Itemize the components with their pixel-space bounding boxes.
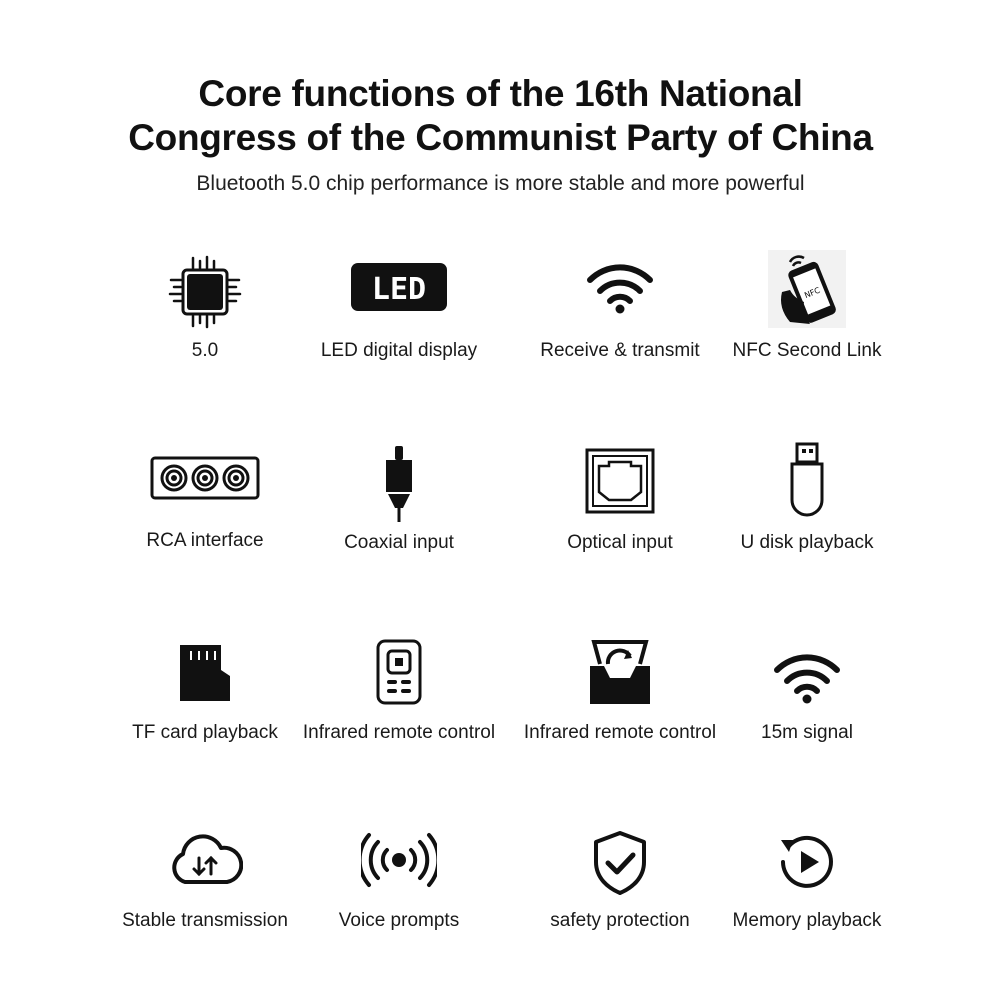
feature-label: TF card playback xyxy=(132,722,278,743)
wifi-signal-icon xyxy=(773,650,841,704)
tf-card-icon xyxy=(177,642,233,704)
nfc-text: NFC xyxy=(803,285,822,301)
feature-label: Coaxial input xyxy=(344,532,454,553)
feature-label: NFC Second Link xyxy=(732,340,882,361)
optical-port-icon xyxy=(585,448,655,514)
usb-drive-icon xyxy=(789,442,825,518)
title-line-1: Core functions of the 16th National xyxy=(198,73,803,114)
shield-check-icon xyxy=(592,830,648,896)
nfc-phone-icon xyxy=(768,250,846,328)
feature-label: LED digital display xyxy=(320,340,478,361)
wifi-icon xyxy=(586,260,654,314)
feature-label: 15m signal xyxy=(761,722,853,743)
remote-control-icon xyxy=(375,638,423,706)
feature-label: 5.0 xyxy=(191,340,219,361)
feature-label: Memory playback xyxy=(732,910,882,931)
page-subtitle: Bluetooth 5.0 chip performance is more stable and more powerful xyxy=(196,172,805,195)
coaxial-plug-icon xyxy=(384,444,414,524)
feature-label: Receive & transmit xyxy=(540,340,700,361)
sound-waves-icon xyxy=(361,832,437,888)
led-display-icon xyxy=(350,262,448,312)
page-title xyxy=(0,72,1001,160)
feature-label: Voice prompts xyxy=(338,910,460,931)
cloud-transfer-icon xyxy=(167,834,243,886)
sync-tray-icon xyxy=(584,638,656,708)
title-line-2: Congress of the Communist Party of China xyxy=(128,117,873,158)
feature-label: RCA interface xyxy=(146,530,264,551)
feature-label: Optical input xyxy=(567,532,673,553)
chip-icon xyxy=(167,254,243,330)
replay-icon xyxy=(777,832,837,892)
feature-label: Infrared remote control xyxy=(523,722,717,743)
rca-interface-icon xyxy=(150,456,260,500)
feature-label: Stable transmission xyxy=(122,910,288,931)
led-text: LED xyxy=(371,272,427,307)
feature-label: U disk playback xyxy=(740,532,874,553)
feature-label: safety protection xyxy=(550,910,690,931)
feature-label: Infrared remote control xyxy=(302,722,496,743)
